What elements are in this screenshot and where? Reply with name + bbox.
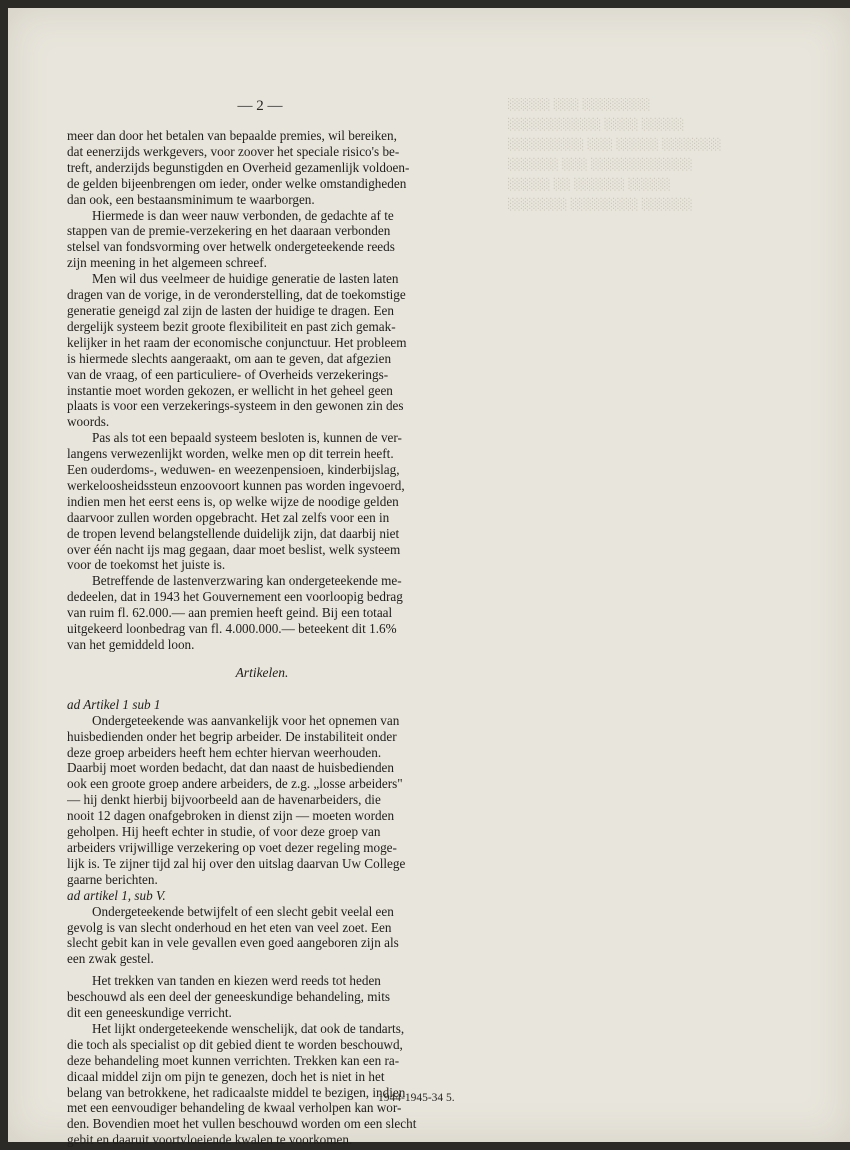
text-line: werkeloosheidssteun enzoovoort kunnen pas worden ingevoerd, <box>67 477 405 493</box>
sub1-title: ad Artikel 1 sub 1 <box>67 696 161 712</box>
footer-reference: 1944-1945-34 5. <box>378 1092 455 1104</box>
text-line: beschouwd als een deel der geneeskundige behandeling, mits <box>67 989 390 1005</box>
text-line: generatie geneigd zal zijn de lasten der huidige te dragen. Een <box>67 302 394 318</box>
text-line: Ondergeteekende betwijfelt of een slecht gebit veelal een <box>92 903 394 919</box>
text-line: ook een groote groep andere arbeiders, de z.g. „losse arbeiders" <box>67 776 403 792</box>
text-line: Men wil dus veelmeer de huidige generatie de lasten laten <box>92 271 399 287</box>
text-line: meer dan door het betalen van bepaalde premies, wil bereiken, <box>67 128 397 143</box>
text-line: zijn meening in het algemeen schreef. <box>67 255 267 271</box>
text-line: dragen van de vorige, in de veronderstelling, dat de toekomstige <box>67 287 406 303</box>
text-line: uitgekeerd loonbedrag van fl. 4.000.000.— beteekent dit 1.6% <box>67 621 397 637</box>
sub2-paragraph-3 <box>67 1021 457 1148</box>
text-line: de gelden bijeenbrengen om ieder, onder welke omstandigheden <box>67 175 407 191</box>
text-line: Betreffende de lastenverzwaring kan ondergeteekende me- <box>92 573 402 589</box>
text-line: die toch als specialist op dit gebied dient te worden beschouwd, <box>67 1036 403 1052</box>
text-line: gevolg is van slecht onderhoud en het eten van veel zoet. Een <box>67 919 392 935</box>
text-line: stelsel van fondsvorming over hetwelk ondergeteekende reeds <box>67 239 395 255</box>
text-line: gebit en daaruit voortvloeiende kwalen te voorkomen. <box>67 1132 353 1148</box>
sub2-title: ad artikel 1, sub V. <box>67 887 166 903</box>
text-line: een zwak gestel. <box>67 951 154 967</box>
text-line: Hiermede is dan weer nauw verbonden, de gedachte af te <box>92 207 394 223</box>
paragraph-1 <box>67 128 457 208</box>
text-line: dedeelen, dat in 1943 het Gouvernement een voorloopig bedrag <box>67 589 403 605</box>
paragraph-4 <box>67 430 457 573</box>
text-line: daarvoor zullen worden opgebracht. Het zal zelfs voor een in <box>67 509 390 525</box>
text-line: treft, anderzijds begunstigden en Overheid gezamenlijk voldoen- <box>67 159 410 175</box>
text-line: geholpen. Hij heeft echter in studie, of voor deze groep van <box>67 824 381 840</box>
text-line: Het lijkt ondergeteekende wenschelijk, dat ook de tandarts, <box>92 1020 405 1036</box>
text-line: kelijker in het raam der economische conjunctuur. Het probleem <box>67 334 407 350</box>
text-line: Een ouderdoms-, weduwen- en weezenpensioen, kinderbijslag, <box>67 462 400 478</box>
text-line: Daarbij moet worden bedacht, dat dan naast de huisbedienden <box>67 760 395 776</box>
text-line: deze groep arbeiders heeft hem echter hiervan weerhouden. <box>67 744 382 760</box>
text-line: dicaal middel zijn om pijn te genezen, doch het is niet in het <box>67 1068 385 1084</box>
text-line: Pas als tot een bepaald systeem besloten is, kunnen de ver- <box>92 430 402 446</box>
text-line: Ondergeteekende was aanvankelijk voor het opnemen van <box>92 712 400 728</box>
text-line: woords. <box>67 414 110 430</box>
text-line: de tropen levend belangstellende duidelijk zijn, dat daarbij niet <box>67 525 400 541</box>
bleed-through-text: ░░░░░ ░░░ ░░░░░░░░ ░░░░░░░░░░░ ░░░░ ░░░░░ ░░░░░░░░░ ░░░ ░░░░░ ░░░░░░░ ░░░░░░ ░░░ ░░░░░░░░░░░░ ░░░░░ ░░ ░░░░░░ ░░░░░ ░░░░░░░ ░░░░░░░░ ░░░░░░ <box>508 98 722 211</box>
text-line: den. Bovendien moet het vullen beschouwd worden om een slecht <box>67 1116 417 1132</box>
text-line: stappen van de premie-verzekering en het daaraan verbonden <box>67 223 391 239</box>
text-line: voor de toekomst het juiste is. <box>67 557 226 573</box>
text-line: van het gemiddeld loon. <box>67 637 195 652</box>
text-line: van ruim fl. 62.000.— aan premien heeft geind. Bij een totaal <box>67 605 393 621</box>
text-line: nooit 12 dagen onafgebroken in dienst zijn — moeten worden <box>67 808 395 824</box>
text-line: dit een geneeskundige verricht. <box>67 1005 232 1021</box>
text-line: van de vraag, of een particuliere- of Overheids verzekerings- <box>67 366 389 382</box>
text-line: Het trekken van tanden en kiezen werd reeds tot heden <box>92 973 381 989</box>
document-body <box>67 128 457 1148</box>
text-line: lijk is. Te zijner tijd zal hij over den uitslag daarvan Uw College <box>67 855 406 871</box>
text-line: plaats is voor een verzekerings-systeem in den gewonen zin des <box>67 398 404 414</box>
text-line: instantie moet worden gekozen, er wellicht in het geheel geen <box>67 382 393 398</box>
text-line: dergelijk systeem bezit groote flexibiliteit en past zich gemak- <box>67 318 396 334</box>
sub2-paragraph-2 <box>67 973 457 1021</box>
section-heading: Artikelen. <box>235 664 289 680</box>
text-line: indien men het eerst eens is, op welke wijze de noodige gelden <box>67 493 399 509</box>
paragraph-3 <box>67 271 457 430</box>
text-line: arbeiders vrijwillige verzekering op voet dezer regeling moge- <box>67 839 397 855</box>
paragraph-5 <box>67 573 457 653</box>
page-number: — 2 — <box>237 98 283 114</box>
text-line: belang van betrokkene, het radicaalste middel te bezigen, indien <box>67 1084 406 1100</box>
text-line: dan ook, een bestaansminimum te waarborgen. <box>67 191 315 207</box>
text-line: slecht gebit kan in vele gevallen even goed aangeboren zijn als <box>67 935 399 951</box>
text-line: gaarne berichten. <box>67 871 158 887</box>
sub1-paragraph <box>67 713 457 888</box>
text-line: over één nacht ijs mag gegaan, daar moet beslist, welk systeem <box>67 541 401 557</box>
text-line: deze behandeling moet kunnen verrichten. Trekken kan een ra- <box>67 1052 400 1068</box>
text-line: is hiermede slechts aangeraakt, om aan te geven, dat afgezien <box>67 350 392 366</box>
paragraph-2 <box>67 208 457 272</box>
text-line: met een eenvoudiger behandeling de kwaal verholpen kan wor- <box>67 1100 402 1116</box>
text-line: dat eenerzijds werkgevers, voor zoover het speciale risico's be- <box>67 143 400 159</box>
text-line: huisbedienden onder het begrip arbeider. De instabiliteit onder <box>67 728 397 744</box>
text-line: langens verwezenlijkt worden, welke men op dit terrein heeft. <box>67 446 394 462</box>
text-line: — hij denkt hierbij bijvoorbeeld aan de havenarbeiders, die <box>67 792 381 808</box>
sub2-paragraph-1 <box>67 904 457 968</box>
